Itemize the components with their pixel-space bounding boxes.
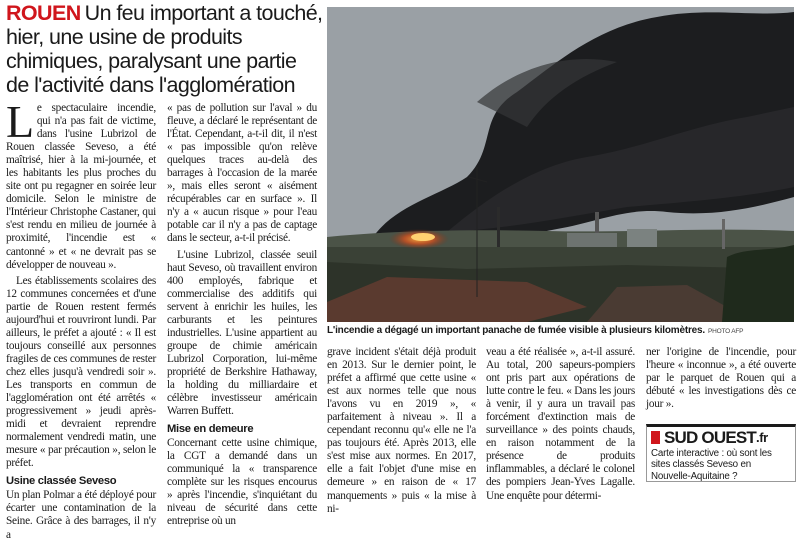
article-paragraph: L'usine Lubrizol, classée seuil haut Seveso, où travaillent environ 400 employés, fabrique et commercialise des additifs qui servent à enrichir les huiles, les carburants et les peintures industrielles. L'usine appartient au groupe de chimie américain Lubrizol Corporation, lui-même propriété de Berkshire Hathaway, la holding du milliardaire et célèbre investisseur américain Warren Buffett.: [167, 248, 317, 418]
article-paragraph: Les établissements scolaires des 12 communes concernées et d'une partie de Rouen restent fermés aujourd'hui et rouvriront lundi. Par ailleurs, le préfet a ajouté : « Il est toujours conseillé aux personnes fragiles de ces communes de rester chez elles jusqu'à vendredi soir ». Les transports en commun de l'agglomération ont été arrêtés « progressivement » jeudi après-midi et devraient reprendre normalement vendredi matin, une mesure « par précaution », selon le préfet.: [6, 274, 156, 470]
article-paragraph: [6, 96, 156, 272]
article-paragraph: Un plan Polmar a été déployé pour écarter une contamination de la Seine. Grâce à des barrages, il n'y a: [6, 489, 156, 541]
sudouest-promo-box[interactable]: [646, 424, 796, 482]
photo-caption-text: L'incendie a dégagé un important panache de fumée visible à plusieurs kilomètres.: [327, 325, 705, 336]
sudouest-logo: [651, 429, 791, 446]
promo-text: Carte interactive : où sont les sites classés Seveso en Nouvelle-Aquitaine ?: [651, 448, 772, 482]
article-subhead: Mise en demeure: [167, 423, 254, 436]
article-column-1: [6, 96, 156, 541]
photo-caption: [327, 324, 794, 338]
photo-illustration: [327, 7, 794, 322]
promo-brand: SUD OUEST: [664, 428, 756, 447]
article-paragraph: grave incident s'était déjà produit en 2013. Sur le dernier point, le préfet a affirmé que cette usine « est aux normes telle que nous l'avons vu en 2019 », « parfaitement à niveau ». Il a cependant reconnu qu'« elle ne l'a pas toujours été. Après 2013, elle s'est mise aux normes. En 2017, elle a fait l'objet d'une mise en demeure » en raison de « 17 manquements » puis « la mise à ni-: [327, 346, 476, 515]
dropcap: L: [6, 96, 34, 147]
article-column-2: [167, 102, 317, 528]
article-paragraph: veau a été réalisée », a-t-il assuré. Au total, 200 sapeurs-pompiers ont pris part aux opérations de lutte contre le feu. « Dans les jours à venir, il y aura un travail pas forcément d'extinction mais de surveillance » des points chauds, en raison notamment de la présence de produits inflammables, a déclaré le colonel des pompiers Jean-Yves Lagalle. Une enquête pour détermi-: [486, 346, 635, 502]
article-column-5: [646, 346, 796, 424]
article-paragraph: ner l'origine de l'incendie, pour l'heure « inconnue », a été ouverte par le parquet de Rouen qui a débuté « les investigations dès ce jour ».: [646, 346, 796, 411]
headline: [6, 1, 324, 97]
article-paragraph: « pas de pollution sur l'aval » du fleuve, a déclaré le représentant de l'État. Cependant, a-t-il dit, il n'est « pas impossible qu'on relève quelques traces au-delà des barrages à l'occasion de la marée », mais elles seront « aisément récupérables car en surface ». Il n'y a « aucun risque » pour l'eau potable car il n'y a pas de captage dans le secteur, a-t-il précisé.: [167, 102, 317, 245]
promo-tld: .fr: [755, 430, 768, 445]
article-column-3: [327, 346, 476, 515]
article-subhead: Usine classée Seveso: [6, 475, 117, 488]
logo-mark-icon: [651, 431, 660, 444]
headline-kicker: ROUEN: [6, 1, 81, 25]
article-paragraph-text: e spectaculaire incendie, qui n'a pas fait de victime, dans l'usine Lubrizol de Rouen classée Seveso, a été maîtrisé, hier à la mi-journée, et les habitants les plus proches du site ont pu regagner en soirée leur domicile. Selon le ministre de l'Intérieur Christophe Castaner, qui s'est rendu en milieu de journée à proximité, l'incendie est « cantonné » et « ne devrait pas se développer de nouveau ».: [6, 102, 156, 271]
photo-credit: PHOTO AFP: [707, 328, 744, 335]
headline-title: Un feu important a touché, hier, une usine de produits chimiques, paralysant une partie de l'activité dans l'agglomération: [6, 1, 323, 97]
fire-smoke-photo: [327, 7, 794, 322]
article-column-4: [486, 346, 635, 502]
article-paragraph: Concernant cette usine chimique, la CGT a demandé dans un communiqué la « transparence complète sur les risques encourus » après l'incendie, s'inquiétant du niveau de sécurité dans cette entreprise où un: [167, 437, 317, 528]
